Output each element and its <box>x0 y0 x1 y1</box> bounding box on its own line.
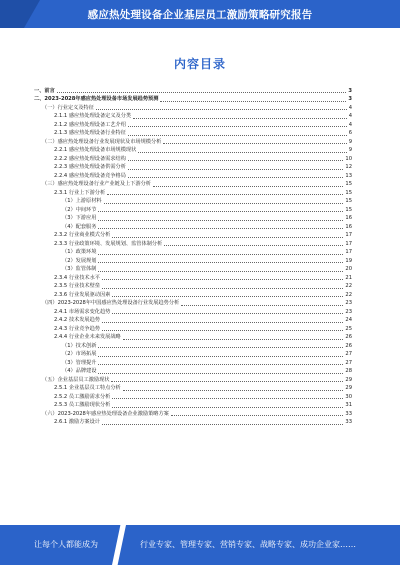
toc-entry-page: 33 <box>345 410 352 417</box>
toc-entry[interactable] <box>34 205 352 214</box>
toc-leader-dots <box>112 407 343 408</box>
toc-entry[interactable] <box>34 146 352 155</box>
toc-leader-dots <box>98 364 343 365</box>
toc-entry[interactable] <box>34 341 352 350</box>
toc-leader-dots <box>164 245 343 246</box>
toc-entry[interactable] <box>34 282 352 291</box>
toc-entry-label: 二、2023-2028年感应热处理设备市场发展趋势预测 <box>34 96 159 102</box>
toc-entry[interactable] <box>34 214 352 223</box>
toc-entry-page: 13 <box>345 172 352 179</box>
toc-leader-dots <box>102 424 343 425</box>
toc-leader-dots <box>128 126 347 127</box>
toc-entry-label: 2.1.3 感应热处理设备行业特征 <box>54 130 126 136</box>
toc-entry[interactable] <box>34 197 352 206</box>
toc-entry-page: 26 <box>345 342 352 349</box>
toc-entry-label: （2）市场拓展 <box>62 351 97 357</box>
toc-entry-label: （五）企业基层员工激励现状 <box>42 376 110 383</box>
toc-entry-page: 19 <box>345 257 352 264</box>
toc-entry-label: （1）政策环境 <box>62 249 97 255</box>
toc-entry-page: 9 <box>348 138 352 145</box>
toc-leader-dots <box>128 160 343 161</box>
toc-entry-page: 27 <box>345 351 352 357</box>
toc-entry-label: 2.5.3 员工激励现状分析 <box>54 402 111 408</box>
toc-leader-dots <box>112 313 343 314</box>
toc-entry[interactable] <box>34 180 352 189</box>
toc-entry[interactable] <box>34 239 352 248</box>
toc-entry[interactable] <box>34 350 352 359</box>
toc-entry[interactable] <box>34 86 352 95</box>
toc-entry-page: 6 <box>348 130 352 136</box>
toc-entry-label: （3）管理提升 <box>62 359 97 366</box>
toc-entry-label: 2.1.2 感应热处理设备工艺介绍 <box>54 121 126 128</box>
toc-entry-label: （一）行业定义及特征 <box>42 104 94 111</box>
toc-leader-dots <box>104 203 344 204</box>
toc-entry-label: （二）感应热处理设备行业发展现状及市场规模分析 <box>42 138 162 145</box>
toc-entry[interactable] <box>34 273 352 282</box>
toc-leader-dots <box>128 169 343 170</box>
toc-entry[interactable] <box>34 231 352 240</box>
footer-divider <box>112 525 126 565</box>
toc-entry-label: 2.2.4 感应热处理设备竞争格局 <box>54 172 126 179</box>
toc-leader-dots <box>123 339 344 340</box>
toc-leader-dots <box>98 356 343 357</box>
toc-entry[interactable] <box>34 154 352 163</box>
page-header <box>0 0 400 28</box>
toc-heading: 内容目录 <box>173 57 226 71</box>
toc-entry-label: 2.3.3 行业政策环境、发展规划、监管体制分析 <box>54 240 163 247</box>
toc-entry-page: 31 <box>345 402 352 408</box>
toc-entry[interactable] <box>34 265 352 274</box>
toc-entry-page: 24 <box>345 317 352 323</box>
toc-entry-label: （3）监管体制 <box>62 266 97 272</box>
toc-leader-dots <box>160 101 346 102</box>
toc-entry[interactable] <box>34 409 352 418</box>
toc-leader-dots <box>111 381 343 382</box>
toc-entry-page: 4 <box>348 104 352 111</box>
toc-entry[interactable] <box>34 418 352 427</box>
toc-entry[interactable] <box>34 129 352 138</box>
toc-entry-page: 17 <box>345 240 352 247</box>
toc-entry[interactable] <box>34 112 352 121</box>
toc-entry[interactable] <box>34 299 352 308</box>
toc-leader-dots <box>123 390 344 391</box>
toc-leader-dots <box>98 373 343 374</box>
page-footer <box>0 525 400 565</box>
toc-entry-page: 3 <box>348 96 352 102</box>
toc-entry-label: 2.5.2 员工激励需求分析 <box>54 393 111 400</box>
toc-entry[interactable] <box>34 392 352 401</box>
toc-leader-dots <box>107 194 343 195</box>
toc-entry-page: 3 <box>348 87 352 94</box>
toc-entry-page: 15 <box>345 198 352 204</box>
toc-leader-dots <box>57 92 347 93</box>
toc-leader-dots <box>98 347 343 348</box>
toc-leader-dots <box>171 415 344 416</box>
toc-leader-dots <box>163 143 346 144</box>
toc-entry-label: 2.1.1 感应热处理设备定义及分类 <box>54 113 132 119</box>
toc-leader-dots <box>153 186 343 187</box>
toc-entry-page: 25 <box>345 325 352 332</box>
toc-entry-label: （四）2023-2028年中国感应热处理设备行业发展趋势分析 <box>42 300 180 306</box>
toc-entry-label: 2.6.1 激励方案设计 <box>54 419 100 425</box>
toc-entry-page: 17 <box>345 249 352 255</box>
toc-entry-label: 2.4.2 技术发展趋势 <box>54 317 100 323</box>
toc-leader-dots <box>98 271 343 272</box>
toc-leader-dots <box>102 288 343 289</box>
toc-entry-page: 4 <box>348 121 352 128</box>
toc-entry-page: 21 <box>345 274 352 281</box>
toc-entry-page: 29 <box>345 376 352 383</box>
toc-entry-page: 15 <box>345 181 352 187</box>
toc-entry-label: （1）技术创新 <box>62 342 97 349</box>
toc-entry-page: 16 <box>345 223 352 230</box>
toc-entry-page: 30 <box>345 393 352 400</box>
toc-entry-page: 27 <box>345 359 352 366</box>
toc-entry-label: 2.3.5 行业技术壁垒 <box>54 283 100 289</box>
toc-entry[interactable] <box>34 316 352 325</box>
toc-entry[interactable] <box>34 137 352 146</box>
toc-leader-dots <box>102 322 343 323</box>
toc-leader-dots <box>98 211 343 212</box>
toc-entry-page: 12 <box>345 164 352 170</box>
toc-entry[interactable] <box>34 95 352 104</box>
toc-leader-dots <box>133 118 347 119</box>
toc-entry-page: 22 <box>345 291 352 298</box>
toc-entry-label: （2）中间环节 <box>62 206 97 213</box>
toc-entry-label: 2.2.3 感应热处理设备供需分析 <box>54 164 126 170</box>
toc-entry-label: 2.3.2 行业商业模式分析 <box>54 232 111 238</box>
toc-leader-dots <box>112 296 343 297</box>
toc-leader-dots <box>98 254 343 255</box>
toc-entry-page: 22 <box>345 283 352 289</box>
toc-entry-label: （3）下游应用 <box>62 215 97 221</box>
toc-leader-dots <box>102 330 343 331</box>
toc-entry-label: 2.4.4 行业企业未来发展战略 <box>54 334 121 340</box>
toc-entry[interactable] <box>34 256 352 265</box>
toc-entry-page: 20 <box>345 266 352 272</box>
toc-entry[interactable] <box>34 333 352 342</box>
toc-entry-page: 10 <box>345 155 352 162</box>
toc-entry[interactable] <box>34 222 352 231</box>
toc-entry-label: （4）品牌建设 <box>62 368 97 374</box>
footer-slogan: 让每个人都能成为 <box>34 540 98 549</box>
toc-leader-dots <box>98 262 343 263</box>
toc-leader-dots <box>181 305 343 306</box>
toc-leader-dots <box>98 228 343 229</box>
toc-entry-label: （2）发展规划 <box>62 257 97 264</box>
toc-entry-page: 4 <box>348 113 352 119</box>
toc-entry-page: 23 <box>345 300 352 306</box>
toc-entry[interactable] <box>34 324 352 333</box>
footer-tagline: 行业专家、管理专家、营销专家、战略专家、成功企业家…… <box>140 540 356 549</box>
toc-entry-label: 2.4.3 行业竞争趋势 <box>54 325 100 332</box>
toc-entry-page: 33 <box>345 419 352 425</box>
report-title: 感应热处理设备企业基层员工激励策略研究报告 <box>87 9 313 21</box>
toc-leader-dots <box>128 135 347 136</box>
toc-entry-label: （4）配套服务 <box>62 223 97 230</box>
toc-entry[interactable] <box>34 401 352 410</box>
toc-entry-label: 2.2.2 感应热处理设备需求结构 <box>54 155 126 162</box>
toc-leader-dots <box>128 177 343 178</box>
toc-entry-page: 16 <box>345 215 352 221</box>
toc-entry[interactable] <box>34 103 352 112</box>
toc-entry[interactable] <box>34 171 352 180</box>
toc-entry-page: 23 <box>345 308 352 315</box>
toc-entry-label: 2.5.1 企业基层员工特点分析 <box>54 385 121 391</box>
toc-entry-page: 26 <box>345 334 352 340</box>
toc-leader-dots <box>138 152 346 153</box>
table-of-contents <box>34 86 352 426</box>
toc-leader-dots <box>112 398 343 399</box>
toc-entry[interactable] <box>34 307 352 316</box>
toc-entry-page: 15 <box>345 206 352 213</box>
toc-entry[interactable] <box>34 188 352 197</box>
toc-entry[interactable] <box>34 248 352 257</box>
toc-entry[interactable] <box>34 120 352 129</box>
toc-leader-dots <box>112 237 343 238</box>
toc-leader-dots <box>98 220 343 221</box>
toc-entry-label: 2.2.1 感应热处理设备市场规模现状 <box>54 147 137 153</box>
toc-entry-label: （六）2023-2028年感应热处理设备企业激励策略方案 <box>42 410 169 417</box>
toc-entry-page: 15 <box>345 189 352 196</box>
toc-entry-label: 2.3.1 行业上下游分析 <box>54 189 106 196</box>
toc-entry[interactable] <box>34 358 352 367</box>
toc-entry[interactable] <box>34 290 352 299</box>
toc-entry[interactable] <box>34 367 352 376</box>
toc-entry[interactable] <box>34 163 352 172</box>
toc-entry-page: 28 <box>345 368 352 374</box>
toc-entry-page: 29 <box>345 385 352 391</box>
toc-entry-page: 17 <box>345 232 352 238</box>
toc-entry-label: 2.3.6 行业发展驱动因素 <box>54 291 111 298</box>
toc-entry-label: （1）上游原材料 <box>62 198 102 204</box>
toc-entry-label: （三）感应热处理设备行业产业链及上下游分析 <box>42 181 151 187</box>
toc-entry-label: 一、前言 <box>34 87 55 94</box>
toc-leader-dots <box>96 109 347 110</box>
toc-entry-label: 2.4.1 市场需求变化趋势 <box>54 308 111 315</box>
toc-entry-page: 9 <box>348 147 352 153</box>
toc-entry[interactable] <box>34 375 352 384</box>
toc-leader-dots <box>102 279 343 280</box>
toc-entry-label: 2.3.4 行业技术水平 <box>54 274 100 281</box>
toc-entry[interactable] <box>34 384 352 393</box>
